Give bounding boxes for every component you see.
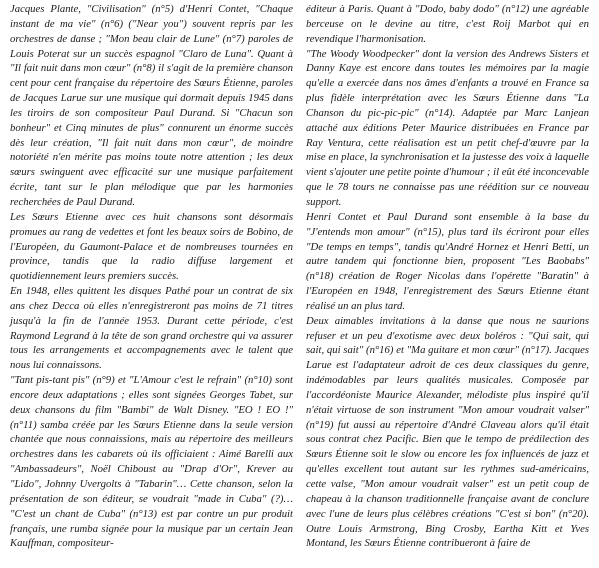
right-text-column [306,2,591,568]
paragraph: Deux aimables invitations à la danse que nous ne saurions refuser et un peu d'exotisme avec deux boléros : "Qui sait, qui sait, qui sait" (n°16) et "Ma guitare et mon cœur" (n°17). Jacques Larue est l'adaptateur adroit de ces deux classiques du genre, indémodables par leurs qualités musicales. Composée par l'accordéoniste Maurice Alexander, mélodiste plus inspiré qu'il n'était virtuose de son instrument "Mon amour voudrait valser" (n°19) fut aussi au répertoire d'André Claveau alors qu'il était sous contrat chez Pacific. Bien que le tempo de prédilection des Sœurs Étienne soit le slow ou encore les fox influencés de jazz et qu'elles excellent tout autant sur les rythmes sud-américains, cette valse, "Mon amour voudrait valser" est un petit coup de chapeau à la chanson traditionnelle française avant de conclure avec l'une de leurs plus célèbres créations "C'est si bon" (n°20). Outre Louis Armstrong, Bing Crosby, Eartha Kitt et Yves Montand, les Sœurs Étienne contribueront à faire de [306,314,589,550]
paragraph: "The Woody Woodpecker" dont la version des Andrews Sisters et Danny Kaye est encore dans toutes les mémoires par la magie qu'elle a exercée dans nos âmes d'enfants a trouvé en France sa plus fidèle interprétation avec les Sœurs Étienne dans "La Chanson du pic-pic-pic" (n°14). Adaptée par Marc Lanjean attaché aux éditions Peter Maurice distribuées en France par Ray Ventura, cette réalisation est un petit chef-d'œuvre par la mise en place, la synchronisation et la justesse des voix à laquelle vient s'ajouter une petite pointe d'humour ; il eût été inconcevable que le 78 tours ne connaisse pas une réédition sur ce nouveau support. [306,47,589,208]
paragraph: "Tant pis-tant pis" (n°9) et "L'Amour c'est le refrain" (n°10) sont encore deux adaptations ; elles sont signées Georges Tabet, sur deux chansons du film "Bambi" de Walt Disney. "EO ! EO !" (n°11) samba créée par les Sœurs Etienne dans la seule version chantée que nous connaissions, mais au répertoire des meilleurs orchestres dans les cabarets où ils officiaient : Aimé Barelli aux "Ambassadeurs", Noël Chiboust au "Drap d'Or", Krever au "Lido", Johnny Uvergolts à "Tabarin"… Cette chanson, selon la présentation de son éditeur, se voudrait "made in Cuba" (?)… "C'est un chant de Cuba" (n°13) est par contre un pur produit français, une rumba signée pour la musique par un certain Jean Kauffman, compositeur- [10,374,293,550]
paragraph: Henri Contet et Paul Durand sont ensemble à la base du "J'entends mon amour" (n°15), plus tard ils écriront pour elles "De temps en temps", tandis qu'André Hornez et Henri Betti, un autre tandem qui fonctionne bien, proposent "Les Baobabs" (n°18) création de Roger Nicolas dans l'opérette "Baratin" à l'Européen en 1948, l'enregistrement des Sœurs Etienne étant réalisé un an plus tard. [306,210,589,312]
paragraph: En 1948, elles quittent les disques Pathé pour un contrat de six ans chez Decca où elles n'enregistreront pas moins de 71 titres jusqu'à la fin de l'année 1953. Durant cette période, c'est Raymond Legrand à la tête de son grand orchestre qui va assurer tous les arrangements et accompagnements avec le talent que nous lui connaissons. [10,285,293,372]
paragraph: éditeur à Paris. Quant à "Dodo, baby dodo" (n°12) une agréable berceuse on le devine au titre, c'est Roij Marbot qui en revendique l'harmonisation. [306,3,589,45]
paragraph: Jacques Plante, "Civilisation" (n°5) d'Henri Contet, "Chaque instant de ma vie" (n°6) ("Near you") souvent repris par les orchestres de danse ; "Mon beau clair de Lune" (n°7) paroles de Louis Poterat sur un succès espagnol "Claro de Luna". Quant à "Il fait nuit dans mon cœur" (n°8) il s'agit de la première chanson cent pour cent française du répertoire des Sœurs Étienne, paroles de Jacques Larue sur une musique qui dormait depuis 1945 dans les tiroirs de son compositeur Paul Durand. Si "Chacun son bonheur" et Cinq minutes de plus" connurent un énorme succès dès leur création, "Il fait nuit dans mon cœur", de moindre notoriété n'en mérite pas moins toute notre attention ; les deux sœurs swinguent avec efficacité sur une musique parfaitement écrite, tant sur le plan mélodique que par les harmonies recherchées de Paul Durand. [10,3,293,208]
paragraph: Les Sœurs Etienne avec ces huit chansons sont désormais promues au rang de vedettes et font les beaux soirs de Bobino, de l'Européen, du Gaumont-Palace et de nombreuses tournées en province, tandis que la radio diffuse largement et quotidiennement leurs premiers succès. [10,210,293,283]
left-text-column [8,2,293,568]
